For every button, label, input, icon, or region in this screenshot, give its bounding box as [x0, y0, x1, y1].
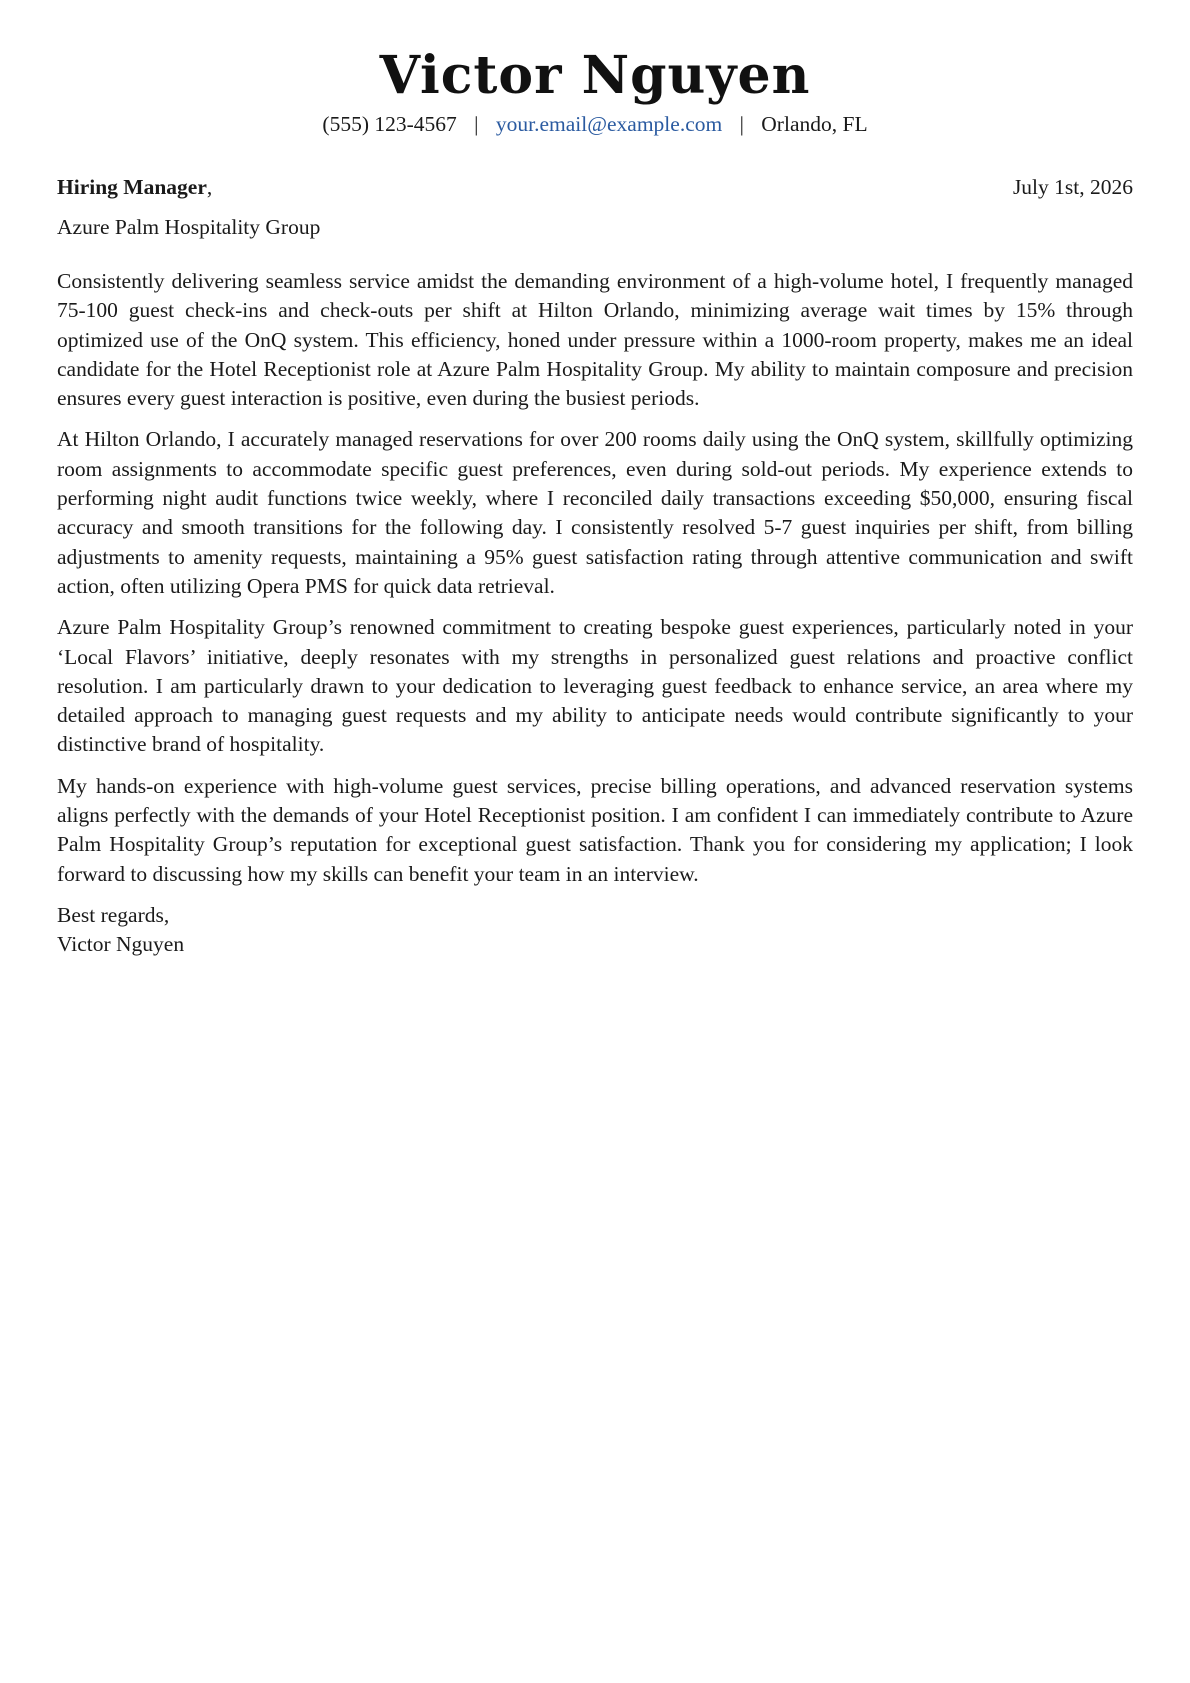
closing-salutation: Best regards,	[57, 902, 170, 927]
letter-date: July 1st, 2026	[1012, 175, 1133, 199]
recipient-greeting	[57, 173, 212, 201]
contact-separator: |	[739, 112, 744, 136]
body-paragraph: At Hilton Orlando, I accurately managed reservations for over 200 rooms daily using the OnQ system, skillfully optimizing room assignments to accommodate specific guest preferences, even during sold-out periods. My experience extends to performing night audit functions twice weekly, where I reconciled daily transactions exceeding $50,000, ensuring fiscal accuracy and smooth transitions for the following day. I consistently resolved 5-7 guest inquiries per shift, from billing adjustments to amenity requests, maintaining a 95% guest satisfaction rating through attentive communication and swift action, often utilizing Opera PMS for quick data retrieval.	[57, 427, 1133, 598]
body-paragraph: Azure Palm Hospitality Group’s renowned commitment to creating bespoke guest experiences, particularly noted in your ‘Local Flavors’ initiative, deeply resonates with my strengths in personalized guest relations and proactive conflict resolution. I am particularly drawn to your dedication to leveraging guest feedback to enhance service, an area where my detailed approach to managing guest requests and my ability to anticipate needs would contribute significantly to your distinctive brand of hospitality.	[57, 615, 1133, 757]
recipient-row	[57, 173, 1133, 201]
body-paragraph: Consistently delivering seamless service amidst the demanding environment of a high-volume hotel, I frequently managed 75-100 guest check-ins and check-outs per shift at Hilton Orlando, minimizing average wait times by 15% through optimized use of the OnQ system. This efficiency, honed under pressure within a 1000-room property, makes me an ideal candidate for the Hotel Receptionist role at Azure Palm Hospitality Group. My ability to maintain composure and precision ensures every guest interaction is positive, even during the busiest periods.	[57, 269, 1133, 411]
location: Orlando, FL	[761, 112, 868, 136]
body-paragraph: My hands-on experience with high-volume guest services, precise billing operations, and advanced reservation systems aligns perfectly with the demands of your Hotel Receptionist position. I am confident I can immediately contribute to Azure Palm Hospitality Group’s reputation for exceptional guest satisfaction. Thank you for considering my application; I look forward to discussing how my skills can benefit your team in an interview.	[57, 773, 1133, 886]
recipient-title-suffix: ,	[206, 175, 213, 199]
letter-closing	[57, 901, 1133, 960]
recipient-company: Azure Palm Hospitality Group	[57, 215, 321, 239]
signature-name: Victor Nguyen	[57, 932, 185, 957]
phone-number: (555) 123-4567	[322, 112, 457, 136]
applicant-name: Victor Nguyen	[379, 45, 811, 106]
recipient-title: Hiring Manager	[57, 175, 207, 199]
contact-separator: |	[474, 112, 479, 136]
letter-body	[57, 267, 1133, 889]
cover-letter-page	[57, 0, 1133, 960]
email-link[interactable]: your.email@example.com	[495, 112, 723, 136]
contact-line	[57, 110, 1133, 138]
